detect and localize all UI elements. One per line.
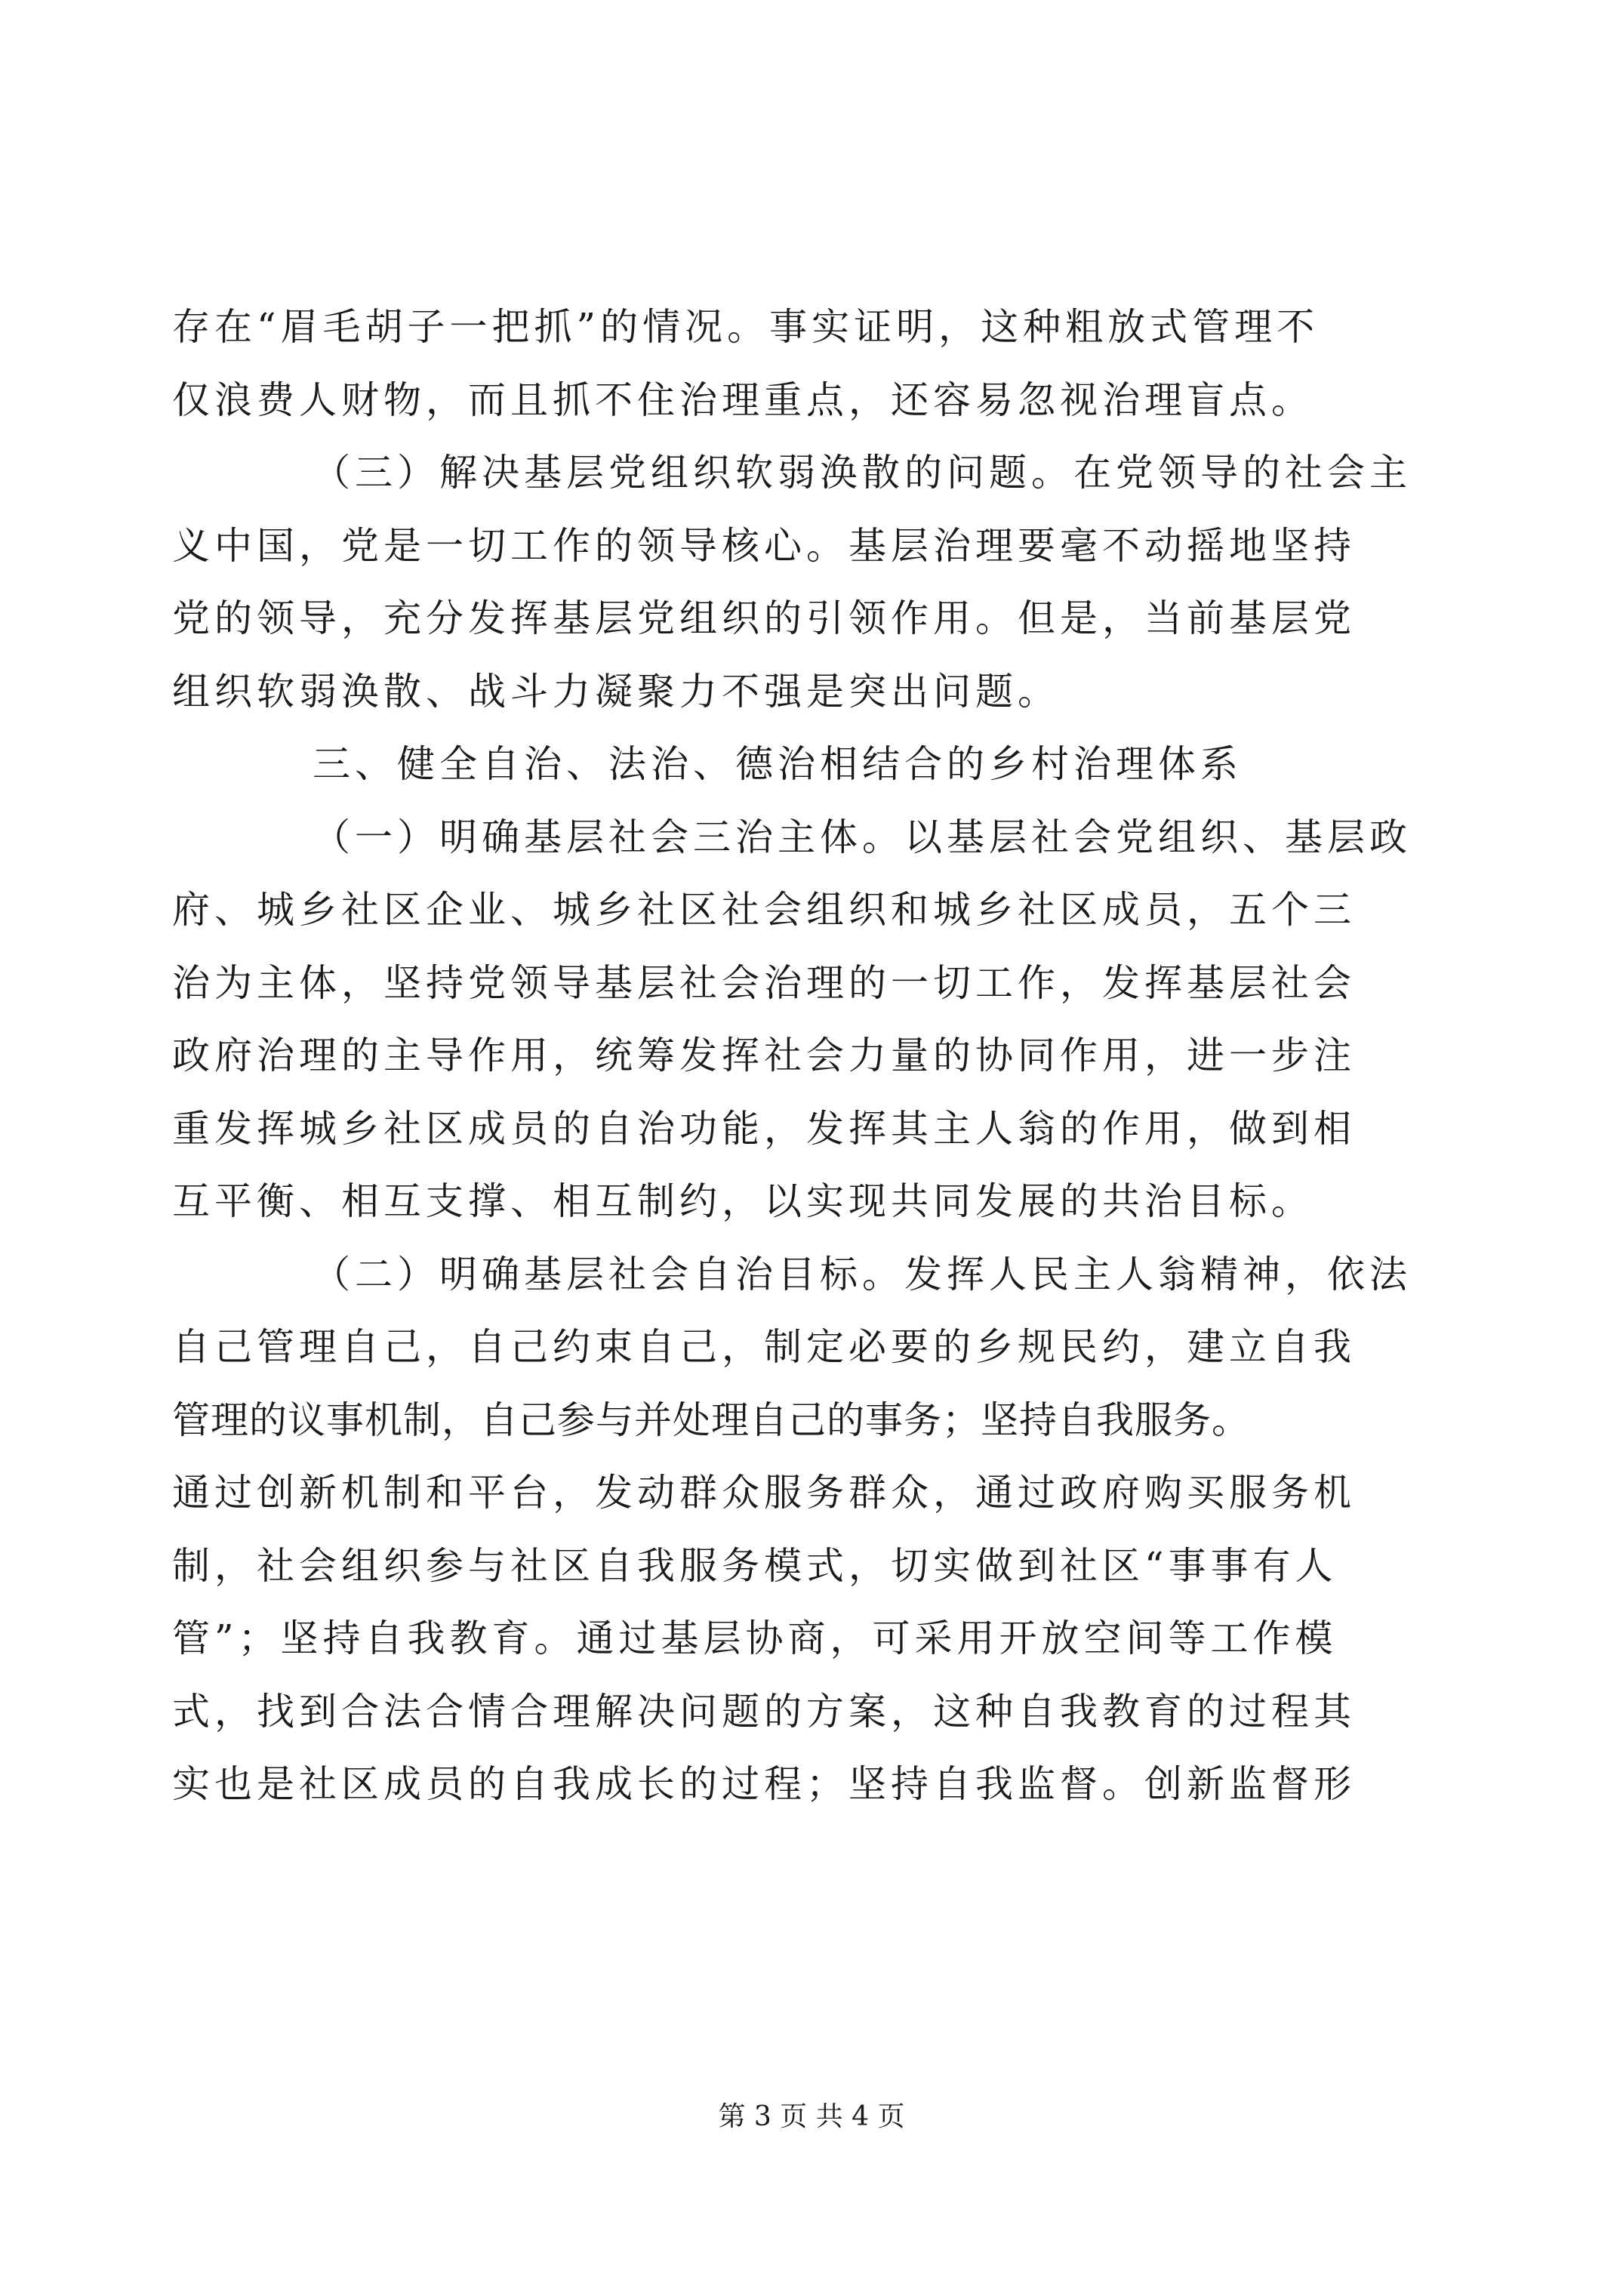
text-line: 管理的议事机制，自己参与并处理自己的事务；坚持自我服务。 [172,1398,1250,1442]
page-number: 第 3 页 共 4 页 [718,2101,905,2132]
text-line: （二）明确基层社会自治目标。发挥人民主人翁精神，依法 [313,1252,1412,1296]
text-line: 通过创新机制和平台，发动群众服务群众，通过政府购买服务机 [172,1471,1356,1515]
text-line: 重发挥城乡社区成员的自治功能，发挥其主人翁的作用，做到相 [172,1106,1356,1151]
text-line: 治为主体，坚持党领导基层社会治理的一切工作，发挥基层社会 [172,960,1356,1005]
text-line: 自己管理自己，自己约束自己，制定必要的乡规民约，建立自我 [172,1325,1356,1369]
text-line: 实也是社区成员的自我成长的过程；坚持自我监督。创新监督形 [172,1762,1356,1806]
text-line: （三）解决基层党组织软弱涣散的问题。在党领导的社会主 [313,451,1412,495]
text-line: 仅浪费人财物，而且抓不住治理重点，还容易忽视治理盲点。 [172,378,1313,422]
text-line: 党的领导，充分发挥基层党组织的引领作用。但是，当前基层党 [172,596,1356,640]
body-text [172,291,1440,1821]
text-line: 义中国，党是一切工作的领导核心。基层治理要毫不动摇地坚持 [172,523,1356,568]
section-heading: 三、健全自治、法治、德治相结合的乡村治理体系 [313,742,1243,786]
text-line: 式，找到合法合情合理解决问题的方案，这种自我教育的过程其 [172,1689,1356,1734]
text-line: 管”；坚持自我教育。通过基层协商，可采用开放空间等工作模 [172,1616,1338,1660]
text-line: 存在“眉毛胡子一把抓”的情况。事实证明，这种粗放式管理不 [172,305,1320,349]
text-line: 组织软弱涣散、战斗力凝聚力不强是突出问题。 [172,669,1060,713]
text-line: 府、城乡社区企业、城乡社区社会组织和城乡社区成员，五个三 [172,888,1356,932]
text-line: 制，社会组织参与社区自我服务模式，切实做到社区“事事有人 [172,1543,1338,1588]
page-footer [0,2095,1623,2134]
text-line: 政府治理的主导作用，统筹发挥社会力量的协同作用，进一步注 [172,1034,1356,1077]
text-line: 互平衡、相互支撑、相互制约，以实现共同发展的共治目标。 [172,1179,1313,1223]
text-line: （一）明确基层社会三治主体。以基层社会党组织、基层政 [313,815,1412,859]
